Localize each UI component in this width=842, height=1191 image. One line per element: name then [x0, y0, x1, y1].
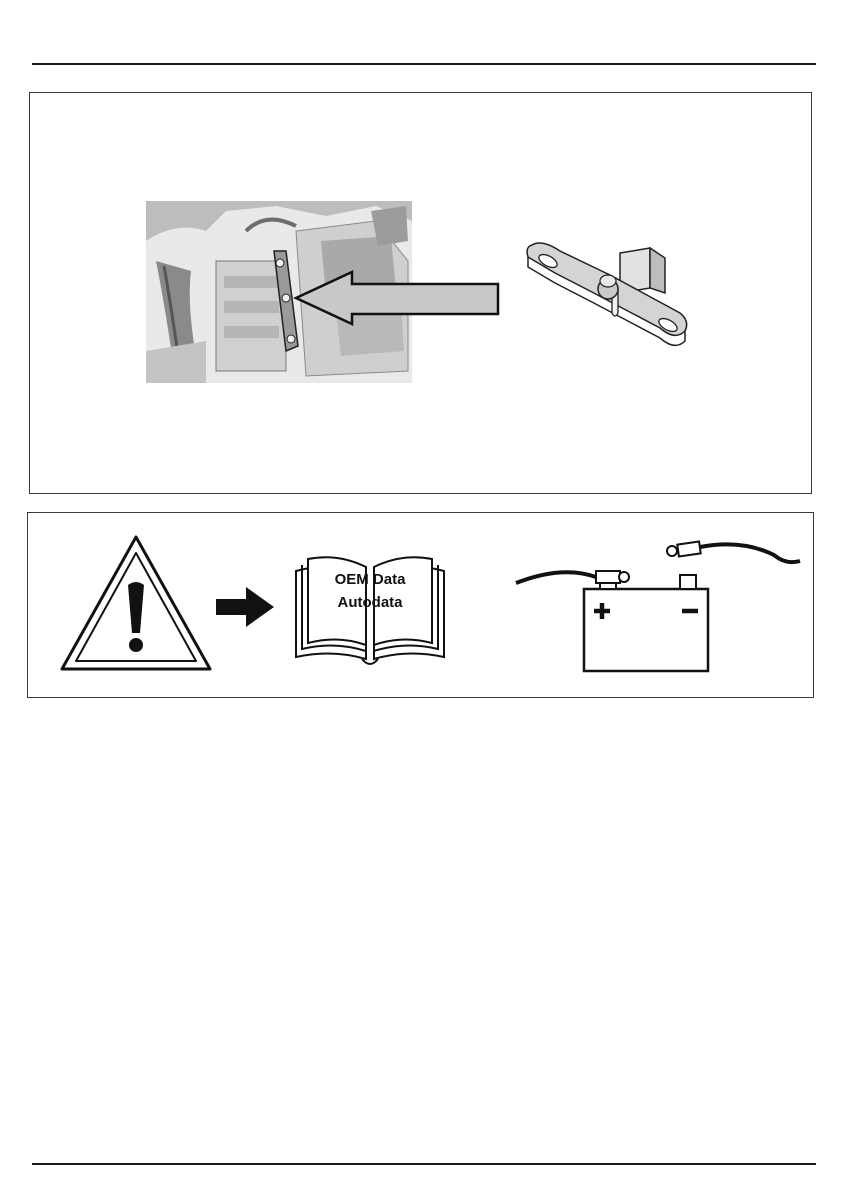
manual-book-icon: [292, 553, 448, 668]
pointer-arrow: [292, 268, 502, 328]
battery-disconnect-icon: [512, 535, 802, 675]
safety-pictogram-panel: [27, 512, 814, 698]
warning-triangle-icon: [58, 533, 214, 673]
footer-rule: [32, 1163, 816, 1165]
tool-illustration-panel: [29, 92, 812, 494]
book-label-line-2: Autodata: [337, 594, 403, 611]
header-rule: [32, 63, 816, 65]
book-label-line-1: OEM Data: [334, 571, 406, 588]
special-tool-drawing: [520, 233, 700, 353]
arrow-right-icon: [214, 585, 276, 629]
